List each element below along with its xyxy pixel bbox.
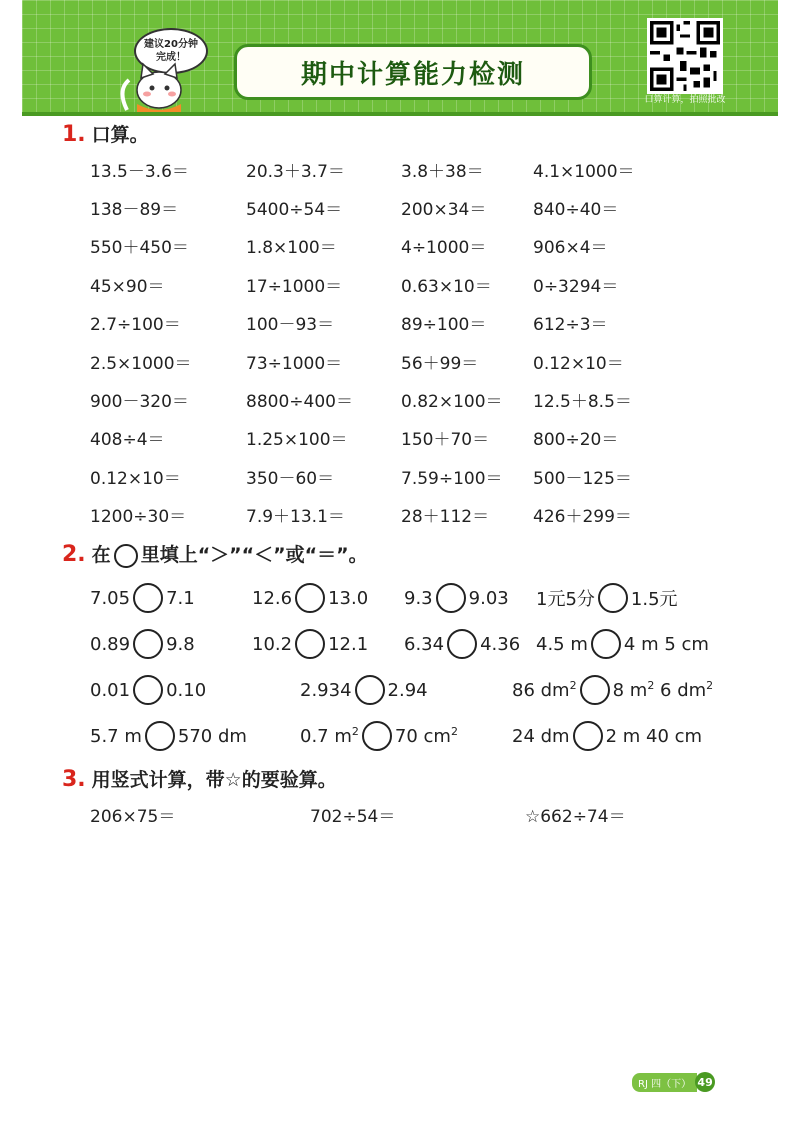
left-value: 2.934 [300, 679, 352, 701]
answer-circle[interactable] [362, 721, 392, 751]
answer-circle[interactable] [295, 629, 325, 659]
left-value: 0.89 [90, 633, 131, 655]
calc-item-3: ☆662÷74＝ [525, 807, 626, 827]
answer-circle[interactable] [598, 583, 628, 613]
grade-tag: RJ 四（下） [632, 1073, 697, 1092]
math-problem: 13.5－3.6＝ [90, 161, 189, 182]
left-value: 12.6 [252, 587, 293, 609]
comparison-item [300, 721, 512, 751]
math-problem: 12.5＋8.5＝ [533, 392, 632, 413]
math-problem: 7.9＋13.1＝ [246, 507, 345, 528]
qr-code-icon[interactable] [647, 18, 723, 94]
section-3-title: 用竖式计算，带☆的要验算。 [91, 769, 337, 791]
math-problem: 350－60＝ [246, 468, 335, 489]
answer-circle[interactable] [133, 629, 163, 659]
math-problem: 2.5×1000＝ [90, 353, 192, 374]
circle-placeholder-icon [114, 544, 138, 568]
section-3-number: 3. [62, 767, 86, 792]
math-problem: 906×4＝ [533, 238, 608, 259]
math-problem: 1200÷30＝ [90, 507, 187, 528]
math-problem: 5400÷54＝ [246, 200, 343, 221]
mental-math-row [90, 457, 710, 495]
mental-math-row [90, 496, 710, 534]
math-problem: 800÷20＝ [533, 430, 619, 451]
math-problem: 73÷1000＝ [246, 353, 343, 374]
math-problem: 0.12×10＝ [90, 468, 181, 489]
calc-item-1: 206×75＝ [90, 807, 176, 827]
cat-mascot-icon [117, 60, 197, 112]
left-value: 24 dm [512, 725, 570, 747]
math-problem: 56＋99＝ [401, 353, 479, 374]
right-value: 13.0 [328, 587, 369, 609]
math-problem: 840÷40＝ [533, 200, 619, 221]
section-2-title-post: 里填上“＞”“＜”或“＝”。 [140, 544, 368, 566]
comparison-item [404, 629, 536, 659]
left-value: 0.01 [90, 679, 131, 701]
math-problem: 426＋299＝ [533, 507, 632, 528]
comparison-item [90, 583, 252, 613]
math-problem: 1.25×100＝ [246, 430, 348, 451]
math-problem: 612÷3＝ [533, 315, 608, 336]
math-problem: 4÷1000＝ [401, 238, 487, 259]
section-2-title-pre: 在 [91, 544, 111, 566]
math-problem: 45×90＝ [90, 276, 165, 297]
comparison-item [404, 583, 536, 613]
comparison-row-4 [90, 713, 730, 759]
comparison-item [252, 629, 404, 659]
mental-math-row [90, 304, 710, 342]
answer-circle[interactable] [133, 583, 163, 613]
math-problem: 0.82×100＝ [401, 392, 503, 413]
math-problem: 28＋112＝ [401, 507, 490, 528]
left-value: 7.05 [90, 587, 131, 609]
comparison-row-3 [90, 667, 730, 713]
right-value: 8 $m^2$ 6 $dm^2$ [612, 679, 714, 701]
answer-circle[interactable] [580, 675, 610, 705]
section-2-heading [62, 540, 368, 568]
math-problem: 550＋450＝ [90, 238, 189, 259]
section-1-heading [62, 120, 149, 147]
right-value: 570 dm [177, 725, 247, 747]
right-value: 2 m 40 cm [605, 725, 703, 747]
left-value: 86 $dm^2$ [512, 679, 577, 701]
math-problem: 200×34＝ [401, 200, 487, 221]
mental-math-row [90, 342, 710, 380]
right-value: 9.03 [468, 587, 509, 609]
page-title: 期中计算能力检测 [234, 44, 592, 100]
vertical-calc-row [90, 802, 626, 827]
answer-circle[interactable] [447, 629, 477, 659]
math-problem: 0.12×10＝ [533, 353, 624, 374]
mental-math-row [90, 150, 710, 188]
answer-circle[interactable] [355, 675, 385, 705]
math-problem: 100－93＝ [246, 315, 335, 336]
right-value: 4 m 5 cm [623, 633, 709, 655]
right-value: 1.5元 [630, 589, 678, 610]
mental-math-row [90, 380, 710, 418]
math-problem: 138－89＝ [90, 200, 179, 221]
mental-math-row [90, 419, 710, 457]
left-value: 0.7 $m^2$ [300, 725, 359, 747]
right-value: 70 $cm^2$ [394, 725, 458, 747]
left-value: 4.5 m [536, 633, 588, 655]
math-problem: 1.8×100＝ [246, 238, 337, 259]
math-problem: 0÷3294＝ [533, 276, 619, 297]
math-problem: 150＋70＝ [401, 430, 490, 451]
math-problem: 3.8＋38＝ [401, 161, 484, 182]
comparison-area [90, 575, 730, 759]
answer-circle[interactable] [573, 721, 603, 751]
comparison-item [512, 675, 713, 705]
comparison-item [300, 675, 512, 705]
comparison-row-2 [90, 621, 730, 667]
math-problem: 2.7÷100＝ [90, 315, 181, 336]
math-problem: 89÷100＝ [401, 315, 487, 336]
section-2-number: 2. [62, 542, 86, 567]
answer-circle[interactable] [436, 583, 466, 613]
left-value: 9.3 [404, 587, 433, 609]
math-problem: 8800÷400＝ [246, 392, 353, 413]
answer-circle[interactable] [145, 721, 175, 751]
mental-math-grid [90, 150, 710, 534]
comparison-item [90, 721, 300, 751]
comparison-item [512, 721, 702, 751]
right-value: 0.10 [166, 679, 207, 701]
math-problem: 408÷4＝ [90, 430, 165, 451]
mental-math-row [90, 265, 710, 303]
math-problem: 17÷1000＝ [246, 276, 343, 297]
mental-math-row [90, 227, 710, 265]
page-footer [632, 1072, 715, 1092]
math-problem: 0.63×10＝ [401, 276, 492, 297]
right-value: 7.1 [166, 587, 195, 609]
comparison-item [536, 583, 678, 613]
right-value: 2.94 [387, 679, 428, 701]
comparison-row-1 [90, 575, 730, 621]
right-value: 9.8 [166, 633, 195, 655]
math-problem: 7.59÷100＝ [401, 468, 503, 489]
section-1-title: 口算。 [91, 124, 149, 146]
left-value: 5.7 m [90, 725, 142, 747]
left-value: 6.34 [404, 633, 445, 655]
math-problem: 20.3＋3.7＝ [246, 161, 345, 182]
right-value: 4.36 [480, 633, 521, 655]
page-number: 49 [695, 1072, 715, 1092]
answer-circle[interactable] [133, 675, 163, 705]
comparison-item [536, 629, 709, 659]
comparison-item [90, 675, 300, 705]
answer-circle[interactable] [295, 583, 325, 613]
math-problem: 500－125＝ [533, 468, 632, 489]
comparison-item [90, 629, 252, 659]
math-problem: 4.1×1000＝ [533, 161, 635, 182]
math-problem: 900－320＝ [90, 392, 189, 413]
bubble-line-1: 建议20分钟 [144, 39, 198, 50]
mental-math-row [90, 188, 710, 226]
left-value: 10.2 [252, 633, 293, 655]
comparison-item [252, 583, 404, 613]
page-header [22, 0, 778, 116]
answer-circle[interactable] [591, 629, 621, 659]
qr-caption: 口算计算，拍照批改 [644, 95, 726, 105]
section-3-heading [62, 765, 337, 792]
bubble-line-2: 完成！ [155, 52, 186, 63]
left-value: 1元5分 [536, 589, 595, 610]
section-1-number: 1. [62, 122, 86, 147]
calc-item-2: 702÷54＝ [310, 807, 396, 827]
right-value: 12.1 [328, 633, 369, 655]
